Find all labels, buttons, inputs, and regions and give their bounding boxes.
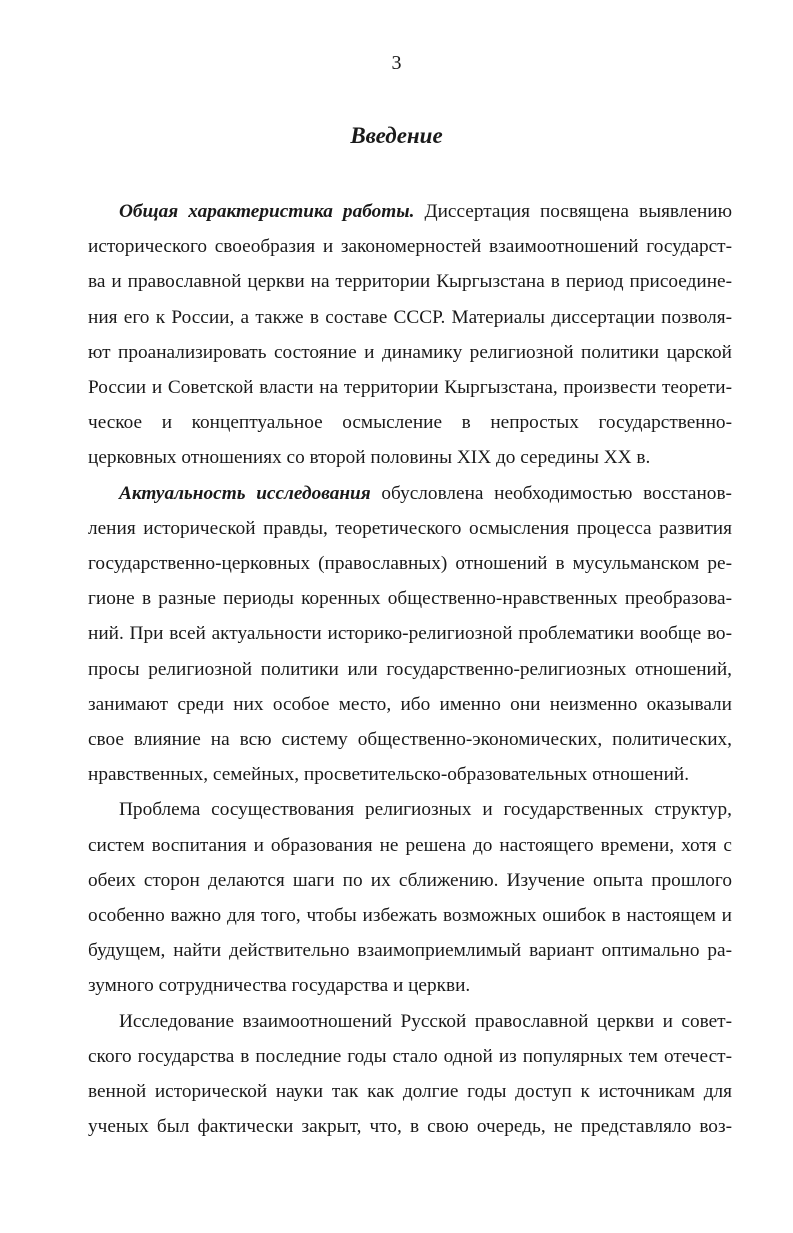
text-line: России и Советской власти на территории Кыргызстана, произвести теорети- (88, 377, 732, 399)
text-line: ния его к России, а также в составе СССР. Материалы диссертации позволя- (88, 306, 732, 328)
text-line: обеих сторон делаются шаги по их сближению. Изучение опыта прошлого (88, 869, 732, 891)
text-line: Общая характеристика работы. Диссертация посвящена выявлению (119, 201, 733, 222)
paragraph-research-relations (88, 1004, 732, 1145)
text-line: гионе в разные периоды коренных общественно-нравственных преобразова- (88, 588, 732, 610)
paragraph-lead: Актуальность исследования (119, 482, 371, 504)
paragraph-coexistence-problem (88, 792, 732, 1003)
text-line: Проблема сосуществования религиозных и государственных структур, (119, 799, 732, 821)
text-line: особенно важно для того, чтобы избежать возможных ошибок в настоящем и (88, 905, 732, 927)
paragraph-lead: Общая характеристика работы. (119, 201, 415, 222)
text-line: венной исторической науки так как долгие годы доступ к источникам для (88, 1081, 732, 1103)
paragraph-general-characteristics (88, 194, 732, 476)
text-line: ского государства в последние годы стало одной из популярных тем отечест- (88, 1045, 732, 1067)
text-line: ва и православной церкви на территории Кыргызстана в период присоедине- (88, 271, 732, 293)
paragraph-relevance (88, 476, 732, 793)
text-line: Исследование взаимоотношений Русской православной церкви и совет- (119, 1010, 732, 1032)
text-line: ученых был фактически закрыт, что, в свою очередь, не представляло воз- (88, 1116, 732, 1138)
text-line: занимают среди них особое место, ибо именно они неизменно оказывали (88, 693, 732, 715)
page-number: 3 (391, 52, 402, 74)
text-line: ний. При всей актуальности историко-религиозной проблематики вообще во- (88, 623, 732, 645)
text-line: Актуальность исследования обусловлена необходимостью восстанов- (119, 482, 732, 504)
text-line: ческое и концептуальное осмысление в непростых государственно- (88, 412, 732, 434)
text-line: нравственных, семейных, просветительско-образовательных отношений. (88, 764, 690, 786)
text-line: свое влияние на всю систему общественно-экономических, политических, (88, 729, 732, 751)
text-line: исторического своеобразия и закономерностей взаимоотношений государст- (88, 236, 732, 258)
text-line: зумного сотрудничества государства и церкви. (88, 975, 471, 997)
text-line: государственно-церковных (православных) отношений в мусульманском ре- (88, 553, 732, 575)
body-text (88, 194, 732, 1144)
text-line: церковных отношениях со второй половины XIX до середины XX в. (88, 447, 651, 469)
text-line: систем воспитания и образования не решена до настоящего времени, хотя с (88, 834, 732, 856)
text-line: ления исторической правды, теоретического осмысления процесса развития (88, 517, 732, 539)
text-line: будущем, найти действительно взаимоприемлимый вариант оптимально ра- (88, 940, 732, 962)
section-heading: Введение (350, 123, 443, 148)
text-line: просы религиозной политики или государственно-религиозных отношений, (88, 658, 732, 680)
text-line: ют проанализировать состояние и динамику религиозной политики царской (88, 341, 732, 363)
